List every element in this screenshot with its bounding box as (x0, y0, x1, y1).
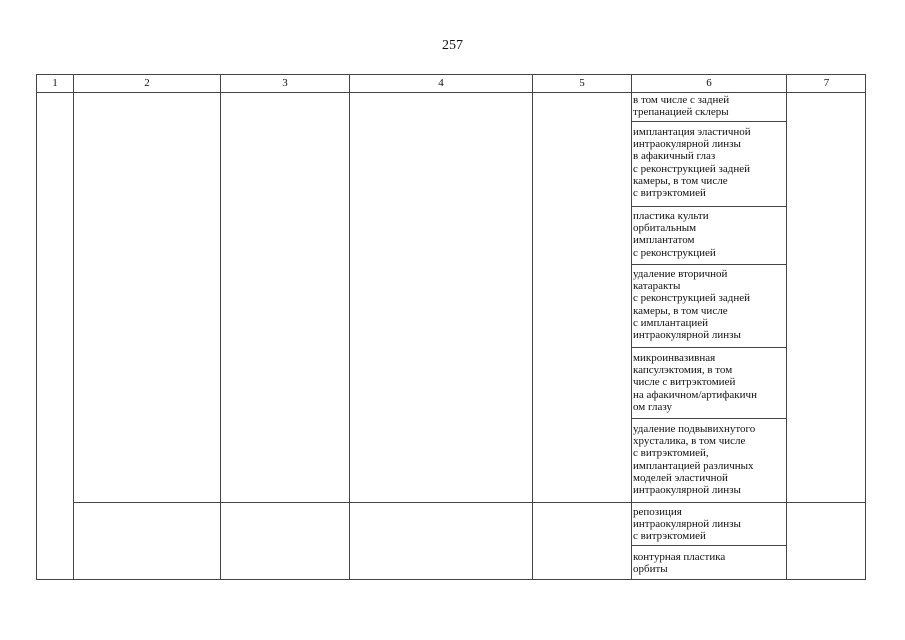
cell-separator (631, 121, 786, 122)
header-rule (36, 92, 866, 93)
column-divider (220, 74, 221, 580)
header-col-7: 7 (823, 77, 830, 89)
column-divider (349, 74, 350, 580)
column-divider (631, 74, 632, 580)
procedure-cell: микроинвазивная капсулэктомия, в том числе с витрэктомией на афакичном/артифакичн ом глазу (633, 352, 757, 413)
column-divider (73, 74, 74, 580)
header-col-5: 5 (579, 77, 585, 89)
header-col-1: 1 (52, 77, 58, 89)
header-col-2: 2 (144, 77, 150, 89)
header-col-3: 3 (282, 77, 288, 89)
procedure-cell: репозиция интраокулярной линзы с витрэктомией (633, 506, 741, 543)
column-divider (532, 74, 533, 580)
cell-separator (631, 418, 786, 419)
procedure-cell: в том числе с задней трепанацией склеры (633, 94, 730, 119)
header-col-4: 4 (438, 77, 444, 89)
procedure-cell: пластика культи орбитальным имплантатом с реконструкцией (633, 210, 716, 259)
cell-separator (631, 264, 786, 265)
header-col-6: 6 (706, 77, 712, 89)
procedure-cell: удаление вторичной катаракты с реконструкцией задней камеры, в том числе с имплантацией интраокулярной линзы (633, 268, 750, 342)
column-divider (786, 74, 787, 580)
procedure-cell: удаление подвывихнутого хрусталика, в том числе с витрэктомией, имплантацией различных моделей эластичной интраокулярной линзы (633, 423, 756, 497)
cell-separator (631, 206, 786, 207)
page-number: 257 (442, 38, 463, 53)
procedure-cell: контурная пластика орбиты (633, 551, 726, 576)
cell-separator (631, 545, 786, 546)
cell-separator (631, 347, 786, 348)
row-separator (73, 502, 866, 503)
procedure-cell: имплантация эластичной интраокулярной линзы в афакичный глаз с реконструкцией задней камеры, в том числе с витрэктомией (633, 126, 751, 200)
